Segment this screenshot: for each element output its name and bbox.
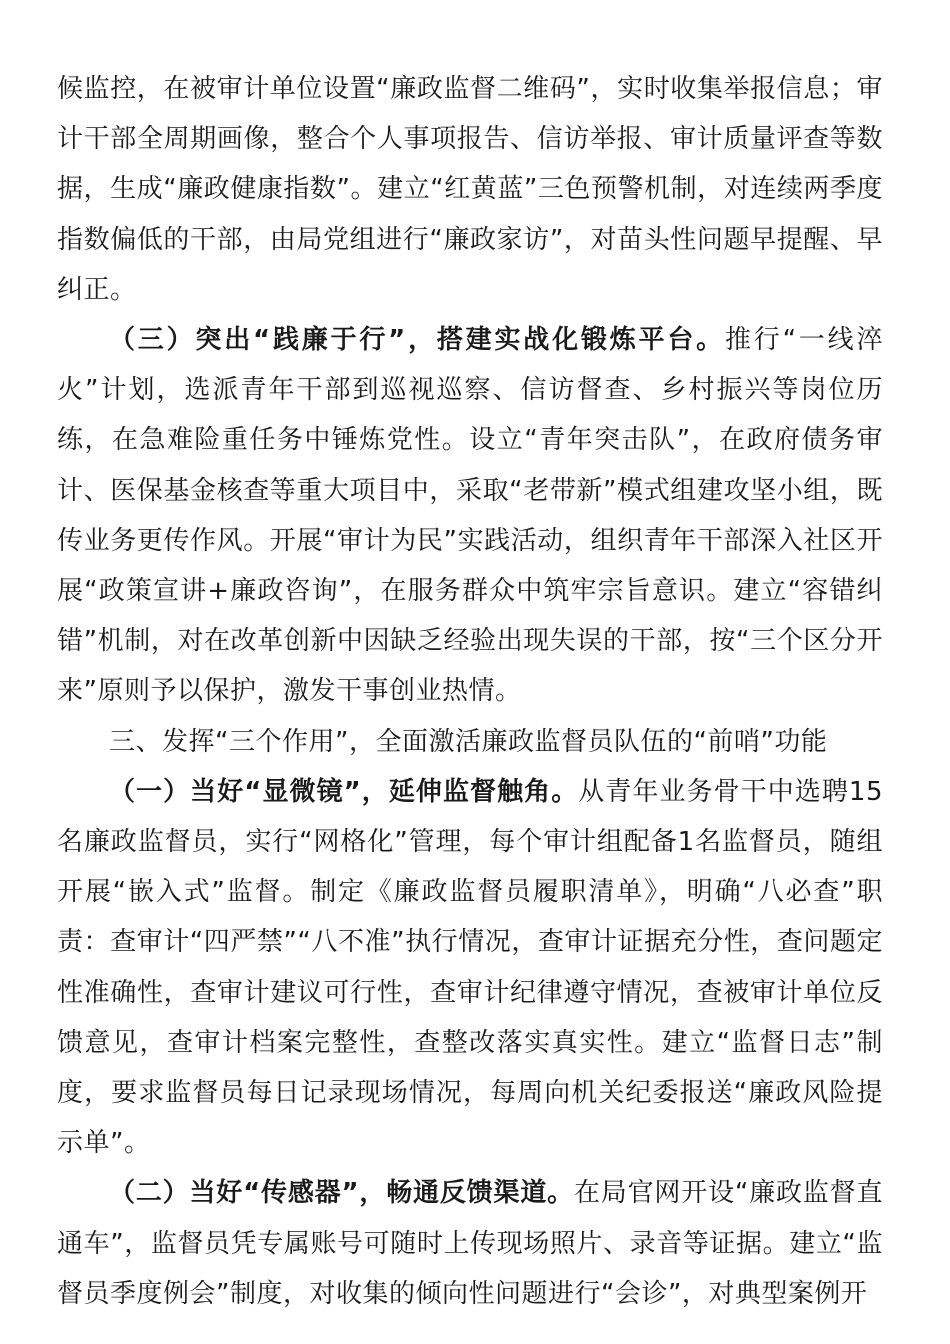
document-page xyxy=(57,64,883,1319)
subheading-2-3: （三）突出“践廉于行”，搭建实战化锻炼平台。 xyxy=(109,325,725,356)
paragraph-section-3-1 xyxy=(57,767,883,1169)
section-heading-3: 三、发挥“三个作用”，全面激活廉政监督员队伍的“前哨”功能 xyxy=(109,726,828,757)
paragraph-section-3-2 xyxy=(57,1168,883,1319)
subheading-3-2: （二）当好“传感器”，畅通反馈渠道。 xyxy=(109,1178,574,1209)
paragraph-body-3-1: 从青年业务骨干中选聘15名廉政监督员，实行“网格化”管理，每个审计组配备1名监督员，随组开展“嵌入式”监督。制定《廉政监督员履职清单》，明确“八必查”职责：查审计“四严禁”“八不准”执行情况，查审计证据充分性，查问题定性准确性，查审计建议可行性，查审计纪律遵守情况，查被审计单位反馈意见，查审计档案完整性，查整改落实真实性。建立“监督日志”制度，要求监督员每日记录现场情况，每周向机关纪委报送“廉政风险提示单”。 xyxy=(57,776,883,1159)
paragraph-section-2-3 xyxy=(57,315,883,717)
paragraph-body-2-3: 推行“一线淬火”计划，选派青年干部到巡视巡察、信访督查、乡村振兴等岗位历练，在急难险重任务中锤炼党性。设立“青年突击队”，在政府债务审计、医保基金核查等重大项目中，采取“老带新”模式组建攻坚小组，既传业务更传作风。开展“审计为民”实践活动，组织青年干部深入社区开展“政策宣讲+廉政咨询”，在服务群众中筑牢宗旨意识。建立“容错纠错”机制，对在改革创新中因缺乏经验出现失误的干部，按“三个区分开来”原则予以保护，激发干事创业热情。 xyxy=(57,325,883,707)
paragraph-body-3-2: 在局官网开设“廉政监督直通车”，监督员凭专属账号可随时上传现场照片、录音等证据。建立“监督员季度例会”制度，对收集的倾向性问题进行“会诊”，对典型案例开 xyxy=(57,1178,883,1309)
paragraph-continuation: 候监控，在被审计单位设置“廉政监督二维码”，实时收集举报信息；审计干部全周期画像，整合个人事项报告、信访举报、审计质量评查等数据，生成“廉政健康指数”。建立“红黄蓝”三色预警机制，对连续两季度指数偏低的干部，由局党组进行“廉政家访”，对苗头性问题早提醒、早纠正。 xyxy=(57,74,883,305)
subheading-3-1: （一）当好“显微镜”，延伸监督触角。 xyxy=(109,776,579,807)
